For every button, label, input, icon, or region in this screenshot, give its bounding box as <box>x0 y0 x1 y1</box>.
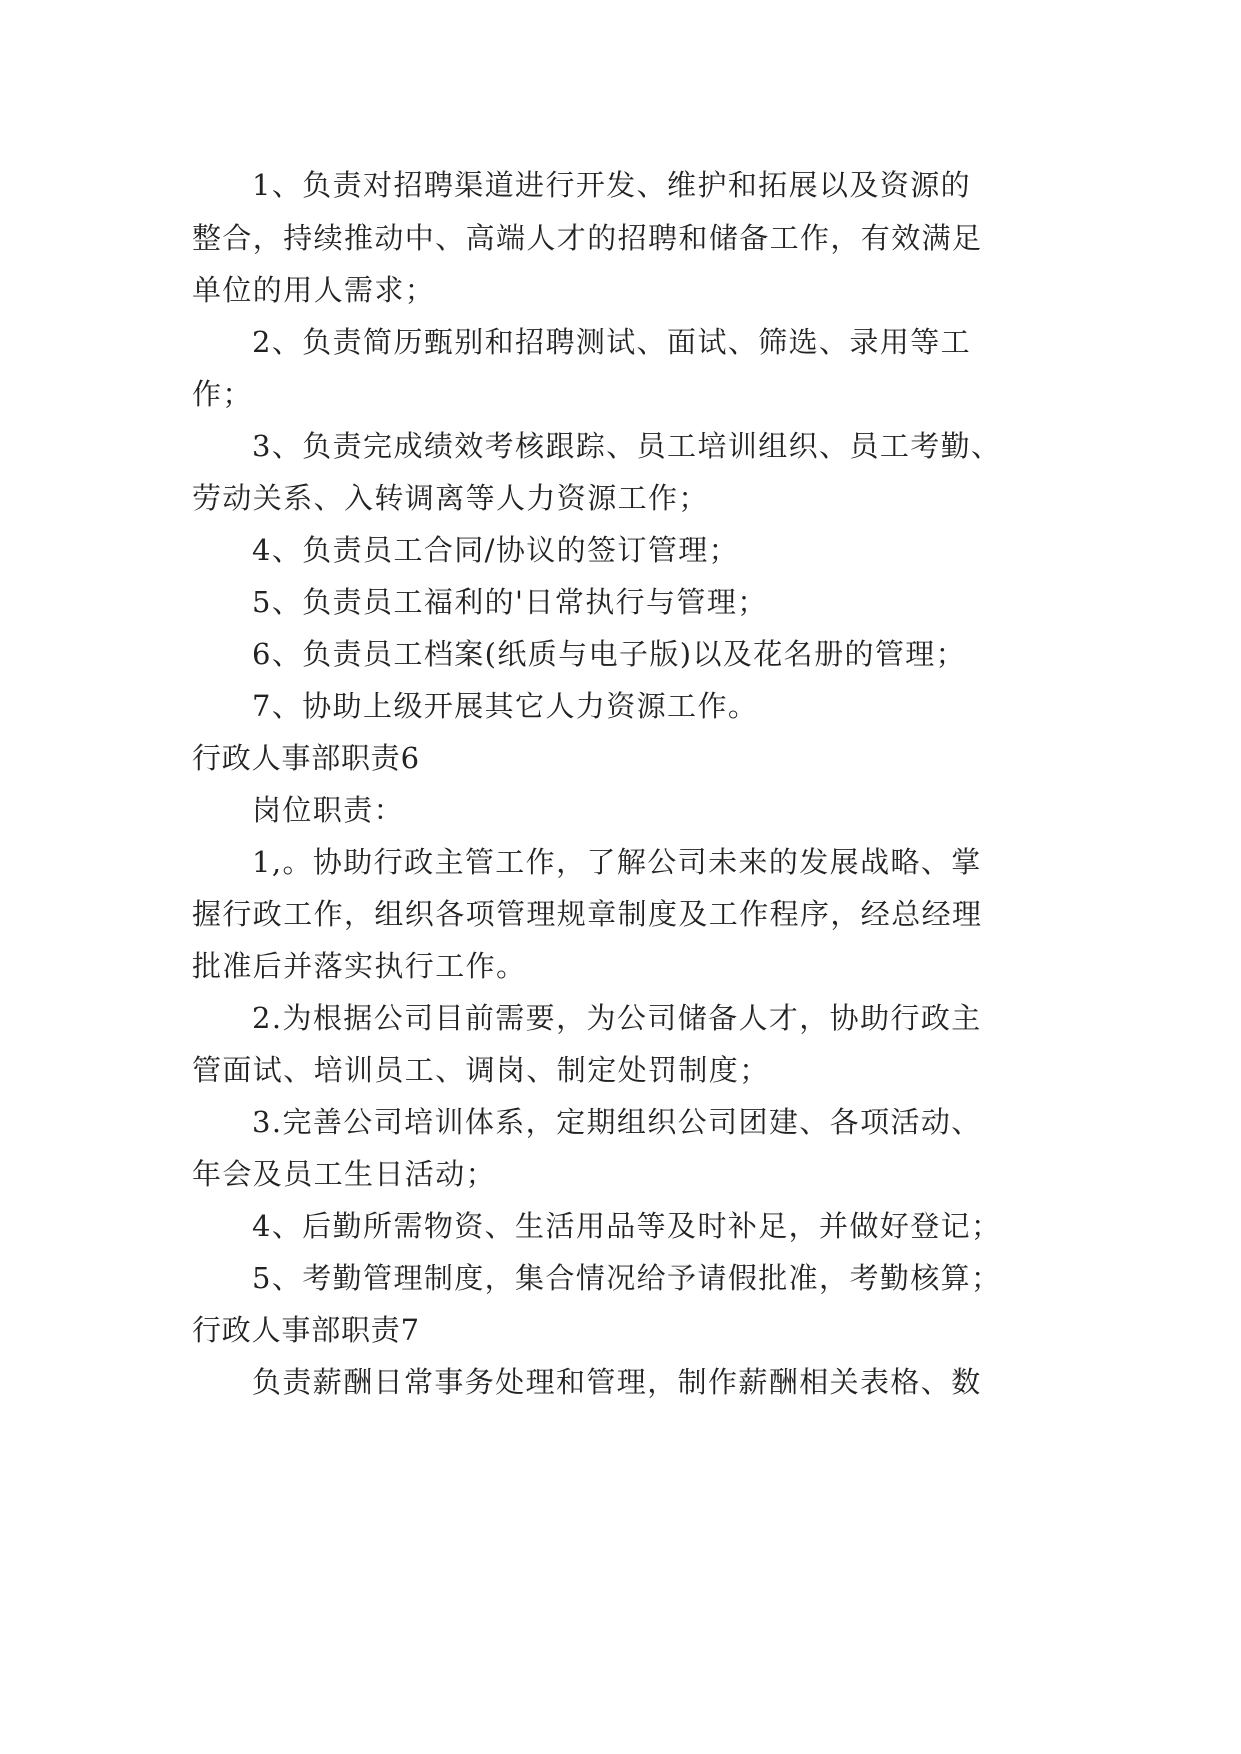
s6-item1-line1: 1,。协助行政主管工作，了解公司未来的发展战略、掌 <box>252 845 982 879</box>
s5-item5-line1: 5、负责员工福利的'日常执行与管理； <box>252 585 768 619</box>
s5-item2-line1: 2、负责简历甄别和招聘测试、面试、筛选、录用等工 <box>252 325 972 359</box>
s7-heading: 行政人事部职责7 <box>192 1313 420 1347</box>
s5-item3-line2: 劳动关系、入转调离等人力资源工作； <box>192 481 709 515</box>
s6-item1-line3: 批准后并落实执行工作。 <box>192 949 527 983</box>
s7-item1-line1: 负责薪酬日常事务处理和管理，制作薪酬相关表格、数 <box>252 1365 982 1399</box>
s6-item3-line1: 3.完善公司培训体系，定期组织公司团建、各项活动、 <box>252 1105 982 1139</box>
s5-item4-line1: 4、负责员工合同/协议的签订管理； <box>252 533 740 567</box>
s6-item4-line1: 4、后勤所需物资、生活用品等及时补足，并做好登记； <box>252 1209 1002 1243</box>
s6-item1-line2: 握行政工作，组织各项管理规章制度及工作程序，经总经理 <box>192 897 983 931</box>
s5-item1-line3: 单位的用人需求； <box>192 273 436 307</box>
s5-item1-line2: 整合，持续推动中、高端人才的招聘和储备工作，有效满足 <box>192 221 983 255</box>
s6-item2-line2: 管面试、培训员工、调岗、制定处罚制度； <box>192 1053 770 1087</box>
s6-item5-line1: 5、考勤管理制度，集合情况给予请假批准，考勤核算； <box>252 1261 1002 1295</box>
s5-item1-line1: 1、负责对招聘渠道进行开发、维护和拓展以及资源的 <box>252 168 972 202</box>
s5-item7-line1: 7、协助上级开展其它人力资源工作。 <box>252 689 759 723</box>
s6-subheading: 岗位职责： <box>252 793 405 827</box>
s5-item6-line1: 6、负责员工档案(纸质与电子版)以及花名册的管理； <box>252 637 967 671</box>
s6-item3-line2: 年会及员工生日活动； <box>192 1157 497 1191</box>
s6-item2-line1: 2.为根据公司目前需要，为公司储备人才，协助行政主 <box>252 1001 982 1035</box>
s5-item2-line2: 作； <box>192 377 253 411</box>
s6-heading: 行政人事部职责6 <box>192 741 420 775</box>
s5-item3-line1: 3、负责完成绩效考核跟踪、员工培训组织、员工考勤、 <box>252 429 1002 463</box>
